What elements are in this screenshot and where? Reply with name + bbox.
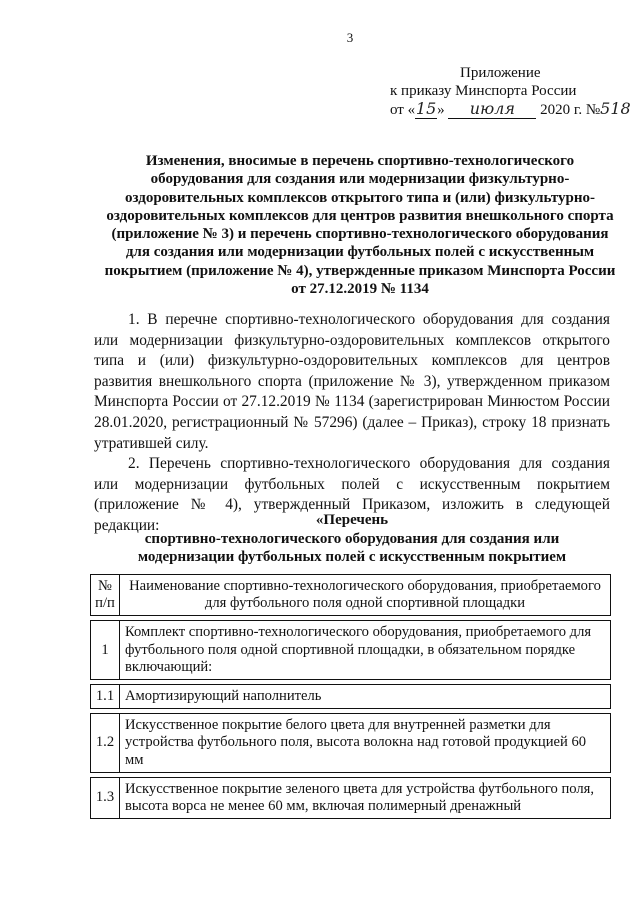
row-num: 1.3 [91, 777, 120, 818]
date-mid: » [437, 102, 445, 118]
date-prefix: от « [390, 102, 416, 118]
list-title [94, 511, 610, 567]
date-year: 2020 г. № [540, 102, 601, 118]
body-text [94, 310, 610, 537]
handwritten-month: июля [448, 100, 536, 119]
table-row [91, 777, 611, 818]
document-title: Изменения, вносимые в перечень спортивно-технологического оборудования для создания или модернизации физкультурно-оздоровительных комплексов открытого типа и (или) физкультурно-оздоровительных комплексов для центров развития внешкольного спорта (приложение № 3) и перечень спортивно-технологического оборудования для создания или модернизации футбольных полей с искусственным покрытием (приложение № 4), утвержденные приказом Минспорта России от 27.12.2019 № 1134 [104, 153, 616, 298]
row-num: 1.1 [91, 685, 120, 709]
header-num: № п/п [91, 575, 120, 616]
list-title-line-3: модернизации футбольных полей с искусственным покрытием [137, 549, 567, 565]
appendix-date-line [390, 100, 630, 119]
row-name: Комплект спортивно-технологического оборудования, приобретаемого для футбольного поля одной спортивной площадки, в обязательном порядке включающий: [120, 621, 611, 680]
list-title-line-1: «Перечень [315, 512, 389, 528]
handwritten-order-number: 518 [600, 99, 631, 118]
appendix-title: Приложение [460, 65, 541, 81]
appendix-order-ref: к приказу Минспорта России [390, 83, 577, 99]
paragraph-1: 1. В перечне спортивно-технологического оборудования для создания или модернизации физкультурно-оздоровительных комплексов открытого типа и (или) физкультурно-оздоровительных комплексов для центров развития внешкольного спорта (приложение № 3), утвержденном приказом Минспорта России от 27.12.2019 № 1134 (зарегистрирован Минюстом России 28.01.2020, регистрационный № 57296) (далее – Приказ), строку 18 признать утратившей силу. [94, 311, 610, 452]
row-num: 1 [91, 621, 120, 680]
row-name: Искусственное покрытие белого цвета для внутренней разметки для устройства футбольного поля, высота волокна над готовой продукцией 60 мм [120, 714, 611, 773]
row-name: Амортизирующий наполнитель [120, 685, 611, 709]
row-name: Искусственное покрытие зеленого цвета для устройства футбольного поля, высота ворса не менее 60 мм, включая полимерный дренажный [120, 777, 611, 818]
paragraph-2: 2. Перечень спортивно-технологического оборудования для создания или модернизации футбольных полей с искусственным покрытием (приложение № 4), утвержденный Приказом, изложить в следующей редакции: [94, 455, 610, 534]
table-row [91, 714, 611, 773]
header-name: Наименование спортивно-технологического оборудования, приобретаемого для футбольного поля одной спортивной площадки [120, 575, 611, 616]
table-row [91, 685, 611, 709]
handwritten-day: 15 [415, 99, 437, 118]
table-header-row [91, 575, 611, 616]
table-row [91, 621, 611, 680]
page-number: 3 [346, 30, 354, 45]
equipment-table [90, 574, 611, 819]
row-num: 1.2 [91, 714, 120, 773]
appendix-block [390, 64, 630, 119]
list-title-line-2: спортивно-технологического оборудования для создания или [144, 530, 560, 547]
